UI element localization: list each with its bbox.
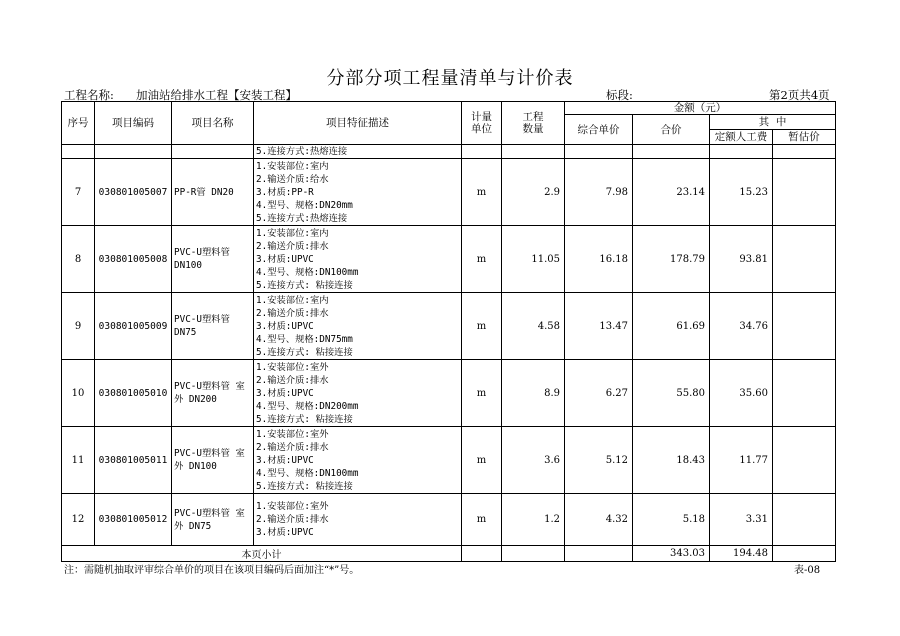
header-name: 项目名称 — [172, 102, 254, 145]
row-unit: m — [462, 360, 502, 427]
row-qty: 8.9 — [502, 360, 565, 427]
row-code: 030801005007 — [95, 159, 172, 226]
row-qty: 3.6 — [502, 427, 565, 494]
header-qty: 工程 数量 — [502, 102, 565, 145]
project-name: 加油站给排水工程【安装工程】 — [136, 88, 297, 102]
row-seq: 8 — [62, 226, 95, 293]
row-unit: m — [462, 494, 502, 546]
row-unit: m — [462, 293, 502, 360]
row-desc: 1.安装部位:室内 2.输送介质:给水 3.材质:PP-R 4.型号、规格:DN20mm 5.连接方式:热熔连接 — [254, 159, 462, 226]
row-name: PVC-U塑料管 室外 DN200 — [172, 360, 254, 427]
row-unit: m — [462, 226, 502, 293]
row-unit-price: 13.47 — [565, 293, 633, 360]
header-labor: 定额人工费 — [710, 130, 773, 145]
header-of-which: 其 中 — [710, 115, 836, 130]
row-seq: 10 — [62, 360, 95, 427]
row-unit-price: 6.27 — [565, 360, 633, 427]
row-unit-price: 4.32 — [565, 494, 633, 546]
header-total: 合价 — [633, 115, 710, 145]
bill-table — [61, 101, 836, 562]
row-total: 55.80 — [633, 360, 710, 427]
row-code: 030801005008 — [95, 226, 172, 293]
row-desc: 1.安装部位:室外 2.输送介质:排水 3.材质:UPVC — [254, 494, 462, 546]
row-labor: 11.77 — [710, 427, 773, 494]
section-label: 标段: — [606, 88, 633, 102]
project-label: 工程名称: — [64, 88, 114, 102]
row-qty: 4.58 — [502, 293, 565, 360]
subtotal-total: 343.03 — [633, 546, 710, 562]
subtotal-label: 本页小计 — [62, 546, 462, 562]
row-unit: m — [462, 159, 502, 226]
row-total: 5.18 — [633, 494, 710, 546]
row-provisional — [773, 159, 836, 226]
row-provisional — [773, 293, 836, 360]
row-total: 23.14 — [633, 159, 710, 226]
row-unit-price: 7.98 — [565, 159, 633, 226]
table-row — [62, 293, 836, 360]
row-name: PVC-U塑料管 室外 DN100 — [172, 427, 254, 494]
row-code: 030801005009 — [95, 293, 172, 360]
row-total: 18.43 — [633, 427, 710, 494]
header-unit-price: 综合单价 — [565, 115, 633, 145]
table-row — [62, 360, 836, 427]
row-desc: 1.安装部位:室内 2.输送介质:排水 3.材质:UPVC 4.型号、规格:DN75mm 5.连接方式: 粘接连接 — [254, 293, 462, 360]
row-qty: 2.9 — [502, 159, 565, 226]
header-code: 项目编码 — [95, 102, 172, 145]
row-provisional — [773, 494, 836, 546]
carry-over-desc: 5.连接方式:热熔连接 — [254, 145, 462, 159]
row-name: PVC-U塑料管 DN100 — [172, 226, 254, 293]
row-code: 030801005010 — [95, 360, 172, 427]
row-labor: 15.23 — [710, 159, 773, 226]
row-seq: 11 — [62, 427, 95, 494]
row-name: PVC-U塑料管 DN75 — [172, 293, 254, 360]
row-total: 61.69 — [633, 293, 710, 360]
row-seq: 12 — [62, 494, 95, 546]
row-name: PP-R管 DN20 — [172, 159, 254, 226]
form-number: 表-08 — [794, 565, 821, 576]
table-row — [62, 494, 836, 546]
row-unit-price: 16.18 — [565, 226, 633, 293]
row-seq: 9 — [62, 293, 95, 360]
table-row — [62, 159, 836, 226]
footnote: 注：需随机抽取评审综合单价的项目在该项目编码后面加注“*”号。 — [64, 565, 360, 576]
row-provisional — [773, 226, 836, 293]
header-desc: 项目特征描述 — [254, 102, 462, 145]
row-labor: 93.81 — [710, 226, 773, 293]
page-title: 分部分项工程量清单与计价表 — [326, 68, 574, 89]
page-info: 第2页共4页 — [769, 88, 830, 102]
row-name: PVC-U塑料管 室外 DN75 — [172, 494, 254, 546]
row-provisional — [773, 427, 836, 494]
row-desc: 1.安装部位:室外 2.输送介质:排水 3.材质:UPVC 4.型号、规格:DN200mm 5.连接方式: 粘接连接 — [254, 360, 462, 427]
header-amount: 金额（元） — [565, 102, 836, 115]
subtotal-row — [62, 546, 836, 562]
row-provisional — [773, 360, 836, 427]
row-labor: 35.60 — [710, 360, 773, 427]
row-code: 030801005011 — [95, 427, 172, 494]
row-total: 178.79 — [633, 226, 710, 293]
row-qty: 11.05 — [502, 226, 565, 293]
row-unit: m — [462, 427, 502, 494]
table-row — [62, 226, 836, 293]
row-qty: 1.2 — [502, 494, 565, 546]
subtotal-labor: 194.48 — [710, 546, 773, 562]
header-provisional: 暂估价 — [773, 130, 836, 145]
row-desc: 1.安装部位:室内 2.输送介质:排水 3.材质:UPVC 4.型号、规格:DN100mm 5.连接方式: 粘接连接 — [254, 226, 462, 293]
row-desc: 1.安装部位:室外 2.输送介质:排水 3.材质:UPVC 4.型号、规格:DN100mm 5.连接方式: 粘接连接 — [254, 427, 462, 494]
table-row — [62, 427, 836, 494]
carry-over-row — [62, 145, 836, 159]
row-seq: 7 — [62, 159, 95, 226]
row-unit-price: 5.12 — [565, 427, 633, 494]
row-labor: 3.31 — [710, 494, 773, 546]
header-unit: 计量 单位 — [462, 102, 502, 145]
header-seq: 序号 — [62, 102, 95, 145]
row-labor: 34.76 — [710, 293, 773, 360]
row-code: 030801005012 — [95, 494, 172, 546]
